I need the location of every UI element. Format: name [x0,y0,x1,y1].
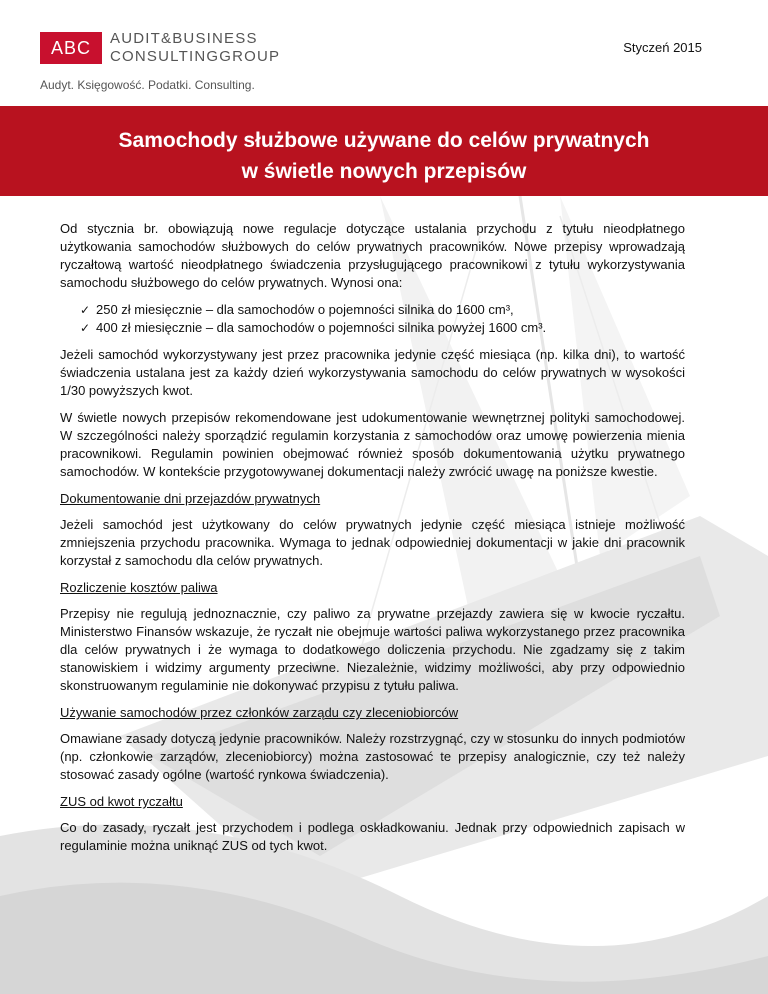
logo-abbreviation: ABC [50,37,91,58]
list-item [80,301,685,319]
section-text: Omawiane zasady dotyczą jedynie pracowników. Należy rozstrzygnąć, czy w stosunku do innych podmiotów (np. członkowie zarządów, zleceniobiorcy) można zastosować te przepisy analogicznie, czy też należy stosować zasady ogólne (wartość rynkowa świadczenia). [60,731,685,782]
section-text: Przepisy nie regulują jednoznacznie, czy paliwo za prywatne przejazdy zawiera się w kwocie ryczałtu. Ministerstwo Finansów wskazuje, że ryczałt nie obejmuje wartości paliwa wykorzystanego przez pracownika dla celów prywatnych i że wymaga to dodatkowego doliczenia przychodu. Nie zgadzamy się z takim stanowiskiem i widzimy argumenty przeciwne. Niezależnie, widzimy możliwości, aby przy odpowiednio skonstruowanym regulaminie nie dokonywać przypisu z tytułu paliwa. [60,606,685,693]
checkmark-icon: ✓ [80,303,91,317]
section-heading: Dokumentowanie dni przejazdów prywatnych [60,491,321,506]
title-banner [0,106,768,196]
rate-list [60,301,685,337]
intro-paragraph: Od stycznia br. obowiązują nowe regulacje dotyczące ustalania przychodu z tytułu nieodpłatnego użytkowania samochodów służbowych do celów prywatnych pracowników. Nowe przepisy wprowadzają ryczałtową wartość nieodpłatnego świadczenia przysługującego pracownikowi z tytułu wykorzystywania samochodu służbowego do celów prywatnych. Wynosi ona: [60,221,685,290]
company-name [110,30,280,66]
checkmark-icon: ✓ [80,321,91,335]
title-line1: Samochody służbowe używane do celów prywatnych [118,129,650,152]
document-title [0,106,768,187]
list-item-text: 250 zł miesięcznie – dla samochodów o pojemności silnika do 1600 cm³, [96,302,514,317]
list-item-text: 400 zł miesięcznie – dla samochodów o pojemności silnika powyżej 1600 cm³. [96,320,547,335]
document-header [0,0,768,106]
title-line2: w świetle nowych przepisów [241,160,527,183]
recommendation-paragraph: W świetle nowych przepisów rekomendowane jest udokumentowanie wewnętrznej polityki samochodowej. W szczególności należy sporządzić regulamin korzystania z samochodów oraz umowę powierzenia mienia pracownikowi. Regulamin powinien obejmować również sposób dokumentowania użytku prywatnego samochodów. W kontekście przygotowywanej dokumentacji należy zwrócić uwagę na poniższe kwestie. [60,410,685,479]
partial-month-paragraph: Jeżeli samochód wykorzystywany jest przez pracownika jedynie część miesiąca (np. kilka dni), to wartość świadczenia ustalana jest za każdy dzień wykorzystywania samochodu do celów prywatnych w wysokości 1/30 powyższych kwot. [60,347,685,398]
company-tagline: Audyt. Księgowość. Podatki. Consulting. [40,78,255,92]
publication-date: Styczeń 2015 [623,40,702,55]
section-text: Jeżeli samochód jest użytkowany do celów prywatnych jedynie część miesiąca istnieje możliwość zmniejszenia przychodu pracownika. Wymaga to jednak odpowiedniej dokumentacji w jakie dni pracownik korzystał z samochodu dla celów prywatnych. [60,517,685,568]
section-heading: Używanie samochodów przez członków zarządu czy zleceniobiorców [60,705,459,720]
section-heading: Rozliczenie kosztów paliwa [60,580,218,595]
list-item [80,319,685,337]
company-name-line1: AUDIT&BUSINESS [110,30,258,47]
document-body [60,220,685,864]
section-heading: ZUS od kwot ryczałtu [60,794,183,809]
section-text: Co do zasady, ryczałt jest przychodem i podlega oskładkowaniu. Jednak przy odpowiednich zapisach w regulaminie można uniknąć ZUS od tych kwot. [60,820,685,853]
company-name-line2: CONSULTINGGROUP [110,48,281,65]
company-logo [40,32,102,64]
